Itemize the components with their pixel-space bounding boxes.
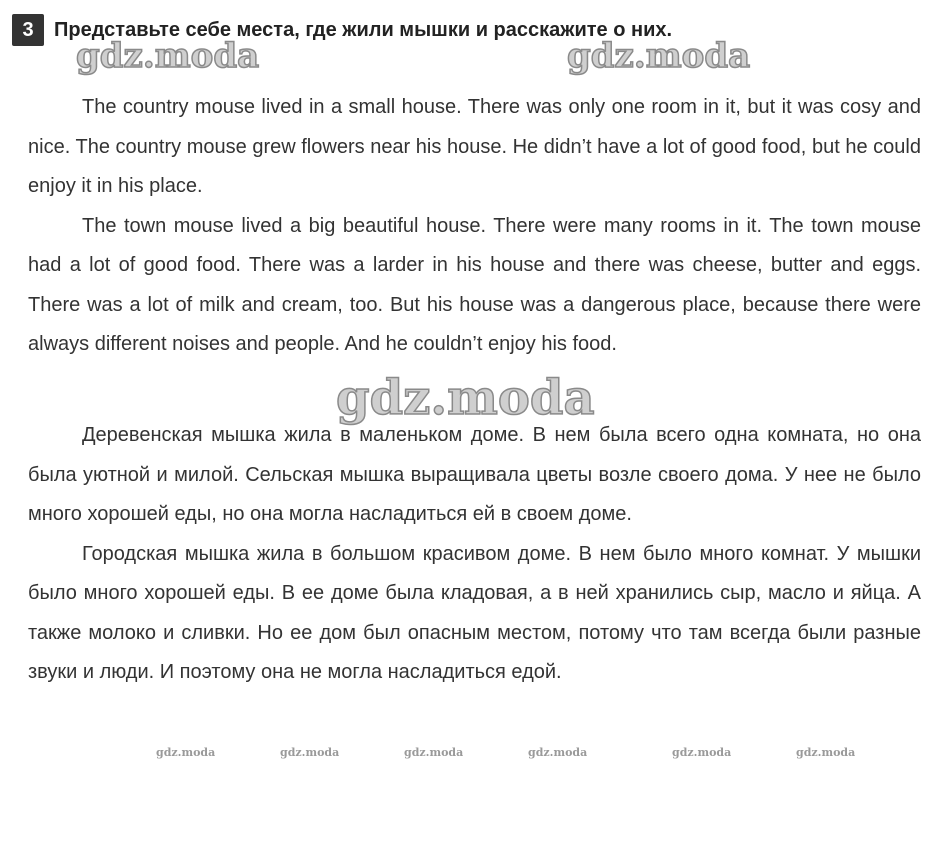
english-text (28, 88, 921, 365)
watermark-small-1: gdz.moda (156, 746, 216, 759)
russian-paragraph-country-mouse: Деревенская мышка жила в маленьком доме. В нем была всего одна комната, но она была уютной и милой. Сельская мышка выращивала цветы возле своего дома. У нее не было много хорошей еды, но она могла насладиться ей в своем доме. (28, 424, 921, 525)
watermark-top-right: gdz.moda (567, 36, 751, 76)
watermark-small-2: gdz.moda (280, 746, 340, 759)
watermark-top-left: gdz.moda (76, 36, 260, 76)
russian-paragraph-town-mouse: Городская мышка жила в большом красивом доме. В нем было много комнат. У мышки было много хорошей еды. В ее доме была кладовая, а в ней хранились сыр, масло и яйца. А также молоко и сливки. Но ее дом был опасным местом, потому что там всегда были разные звуки и люди. И поэтому она не могла насладиться едой. (28, 542, 921, 683)
english-paragraph-country-mouse: The country mouse lived in a small house. There was only one room in it, but it was cosy and nice. The country mouse grew flowers near his house. He didn’t have a lot of good food, but he could enjoy it in his place. (28, 96, 921, 197)
watermark-small-4: gdz.moda (528, 746, 588, 759)
watermark-small-3: gdz.moda (404, 746, 464, 759)
task-number-badge: 3 (12, 14, 44, 46)
task-title: Представьте себе места, где жили мышки и расскажите о них. (54, 18, 673, 41)
watermark-small-6: gdz.moda (796, 746, 856, 759)
watermark-small-5: gdz.moda (672, 746, 732, 759)
english-paragraph-town-mouse: The town mouse lived a big beautiful house. There were many rooms in it. The town mouse had a lot of good food. There was a larder in his house and there was cheese, butter and eggs. There was a lot of milk and cream, too. But his house was a dangerous place, because there were always different noises and people. And he couldn’t enjoy his food. (28, 214, 921, 355)
russian-text (28, 416, 921, 693)
watermark-center: gdz.moda (336, 370, 595, 426)
